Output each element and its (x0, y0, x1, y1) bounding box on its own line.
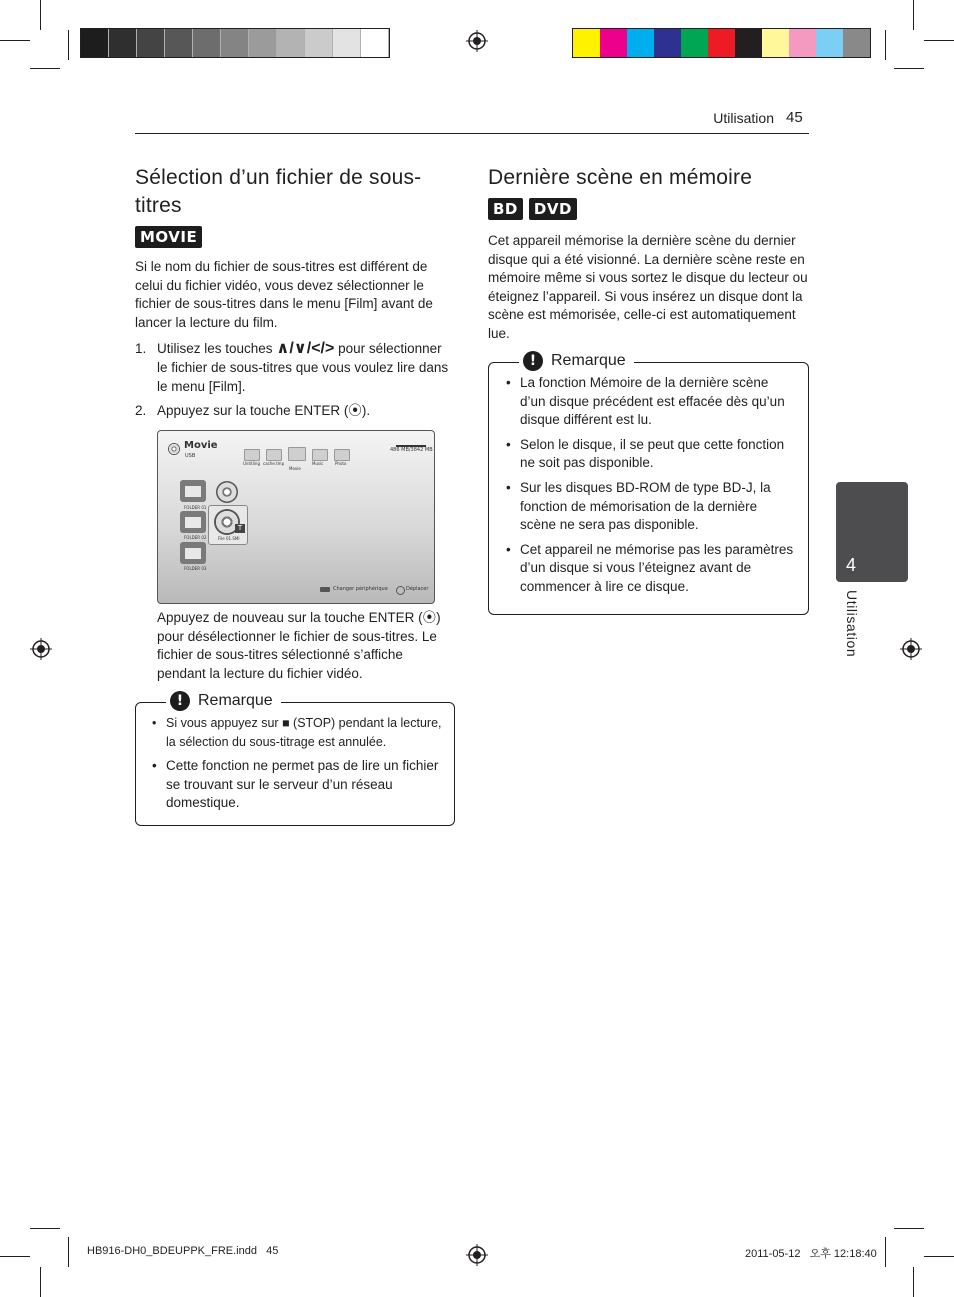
gray-swatch-11 (361, 29, 389, 57)
process-swatch-5 (681, 29, 708, 57)
note-item: • Si vous appuyez sur ■ (STOP) pendant la lecture, la sélection du sous-titrage est annulée. (149, 714, 442, 751)
movie-menu-screenshot (157, 430, 435, 604)
crop-mark (885, 30, 886, 60)
crop-mark (68, 1237, 69, 1267)
steps-list (135, 340, 453, 420)
blue-button-icon (320, 587, 330, 592)
arrow-keys: ∧/∨/</> (276, 340, 335, 358)
section-title-subtitle-selection: Sélection d’un fichier de sous-titres (135, 166, 422, 217)
top-folder-label: Untitling (243, 461, 261, 466)
top-folder-label: Photo (335, 461, 347, 466)
section-title-last-scene: Dernière scène en mémoire (488, 166, 753, 189)
folder-label: FOLDER 01 (184, 505, 207, 510)
crop-mark (894, 1228, 924, 1229)
folder-icon (180, 480, 206, 502)
process-swatch-6 (708, 29, 735, 57)
step-1: 1. Utilisez les touches ∧/∨/</> pour sélectionner le fichier de sous-titres que vous voulez lire dans le menu [Film]. (135, 340, 449, 394)
subtitle-icon: T (235, 524, 245, 533)
left-note-list (149, 714, 442, 813)
left-column (135, 164, 453, 427)
gray-swatch-10 (333, 29, 361, 57)
process-swatch-9 (789, 29, 816, 57)
crop-mark (30, 1228, 60, 1229)
note-heading: ! Remarque (166, 691, 281, 711)
crop-mark (885, 1237, 886, 1267)
process-swatch-8 (762, 29, 789, 57)
grayscale-color-bar (80, 28, 390, 58)
note-item: • La fonction Mémoire de la dernière scène d’un disque précédent est effacée dès qu’un disque différent est lu. (503, 374, 796, 430)
right-note-list (503, 374, 796, 597)
top-folder-label: cache.tmp (263, 461, 285, 466)
crop-mark (913, 1267, 914, 1297)
folder-icon (288, 447, 306, 461)
registration-mark-icon (900, 638, 922, 660)
crop-mark (30, 68, 60, 69)
footer-file-name: HB916-DH0_BDEUPPK_FRE.indd 45 (87, 1245, 279, 1257)
process-swatch-10 (816, 29, 843, 57)
note-item: • Selon le disque, il se peut que cette fonction ne soit pas disponible. (503, 436, 796, 473)
folder-icon (244, 449, 260, 461)
movie-badge: MOVIE (135, 226, 202, 248)
page-number: 45 (786, 109, 803, 126)
footer-move: Déplacer (406, 586, 429, 592)
screenshot-title: Movie (184, 440, 218, 451)
gray-swatch-7 (249, 29, 277, 57)
note-item: • Cet appareil ne mémorise pas les paramètres d’un disque si vous l’éteignez avant de commencer à lire ce disque. (503, 541, 796, 597)
running-header-section: Utilisation (713, 110, 774, 126)
dvd-badge: DVD (529, 198, 577, 220)
subtitle-intro: Si le nom du fichier de sous-titres est différent de celui du fichier vidéo, vous devez sélectionner le fichier de sous-titres dans le menu [Film] avant de lancer la lecture du film. (135, 259, 433, 330)
crop-mark (894, 68, 924, 69)
crop-mark (0, 1256, 30, 1257)
note-item: • Cette fonction ne permet pas de lire un fichier se trouvant sur le serveur d’un réseau domestique. (149, 757, 442, 813)
gray-swatch-8 (277, 29, 305, 57)
top-folder-label: Movie (289, 466, 301, 471)
registration-mark-icon (466, 30, 488, 52)
folder-icon (180, 542, 206, 564)
file-label: File 01.SMI (218, 536, 240, 541)
folder-icon (334, 449, 350, 461)
gray-swatch-2 (109, 29, 137, 57)
chapter-label: Utilisation (844, 590, 860, 658)
movie-file-icon (216, 481, 238, 503)
right-note-box (488, 352, 809, 615)
exclamation-icon: ! (170, 691, 190, 711)
process-swatch-7 (735, 29, 762, 57)
crop-mark (0, 40, 30, 41)
movie-reel-icon (168, 443, 180, 455)
folder-icon (266, 449, 282, 461)
gray-swatch-6 (221, 29, 249, 57)
right-column (488, 164, 808, 344)
crop-mark (913, 0, 914, 30)
note-item: • Sur les disques BD-ROM de type BD-J, la fonction de mémorisation de la dernière scène ne sera pas disponible. (503, 479, 796, 535)
bd-badge: BD (488, 198, 523, 220)
process-color-bar (572, 28, 871, 58)
crop-mark (924, 1256, 954, 1257)
process-swatch-2 (600, 29, 627, 57)
exclamation-icon: ! (523, 351, 543, 371)
registration-mark-icon (30, 638, 52, 660)
step-2: 2. Appuyez sur la touche ENTER (⦿). (135, 403, 371, 419)
top-folder-label: Music (312, 461, 324, 466)
footer-change-device: Changer périphérique (333, 586, 388, 592)
process-swatch-1 (573, 29, 600, 57)
folder-icon (312, 449, 328, 461)
move-icon (396, 586, 405, 595)
crop-mark (68, 30, 69, 60)
gray-swatch-4 (165, 29, 193, 57)
header-rule (135, 133, 809, 134)
left-note-box (135, 692, 455, 826)
gray-swatch-1 (81, 29, 109, 57)
gray-swatch-9 (305, 29, 333, 57)
footer-timestamp: 2011-05-12 오후 12:18:40 (745, 1248, 877, 1260)
crop-mark (40, 0, 41, 30)
crop-mark (40, 1267, 41, 1297)
folder-label: FOLDER 03 (184, 566, 207, 571)
chapter-number: 4 (846, 555, 857, 575)
last-scene-intro: Cet appareil mémorise la dernière scène du dernier disque qui a été visionné. La dernière scène reste en mémoire même si vous sortez le disque du lecteur ou éteignez l’appareil. Si vous insérez un disque dont la scène est mémorisée, celle-ci est automatiquement lue. (488, 233, 808, 341)
process-swatch-11 (843, 29, 870, 57)
note-heading: ! Remarque (519, 351, 634, 371)
registration-mark-icon (466, 1244, 488, 1266)
crop-mark (924, 40, 954, 41)
screenshot-source: USB (185, 453, 196, 459)
process-swatch-3 (627, 29, 654, 57)
process-swatch-4 (654, 29, 681, 57)
folder-label: FOLDER 02 (184, 535, 207, 540)
gray-swatch-3 (137, 29, 165, 57)
deselect-paragraph: Appuyez de nouveau sur la touche ENTER (⦿) pour désélectionner le fichier de sous-titres. Le fichier de sous-titres sélectionné s’affiche pendant la lecture du fichier vidéo. (157, 610, 441, 681)
storage-readout: 486 MB/3842 MB (390, 447, 433, 453)
folder-icon (180, 511, 206, 533)
gray-swatch-5 (193, 29, 221, 57)
